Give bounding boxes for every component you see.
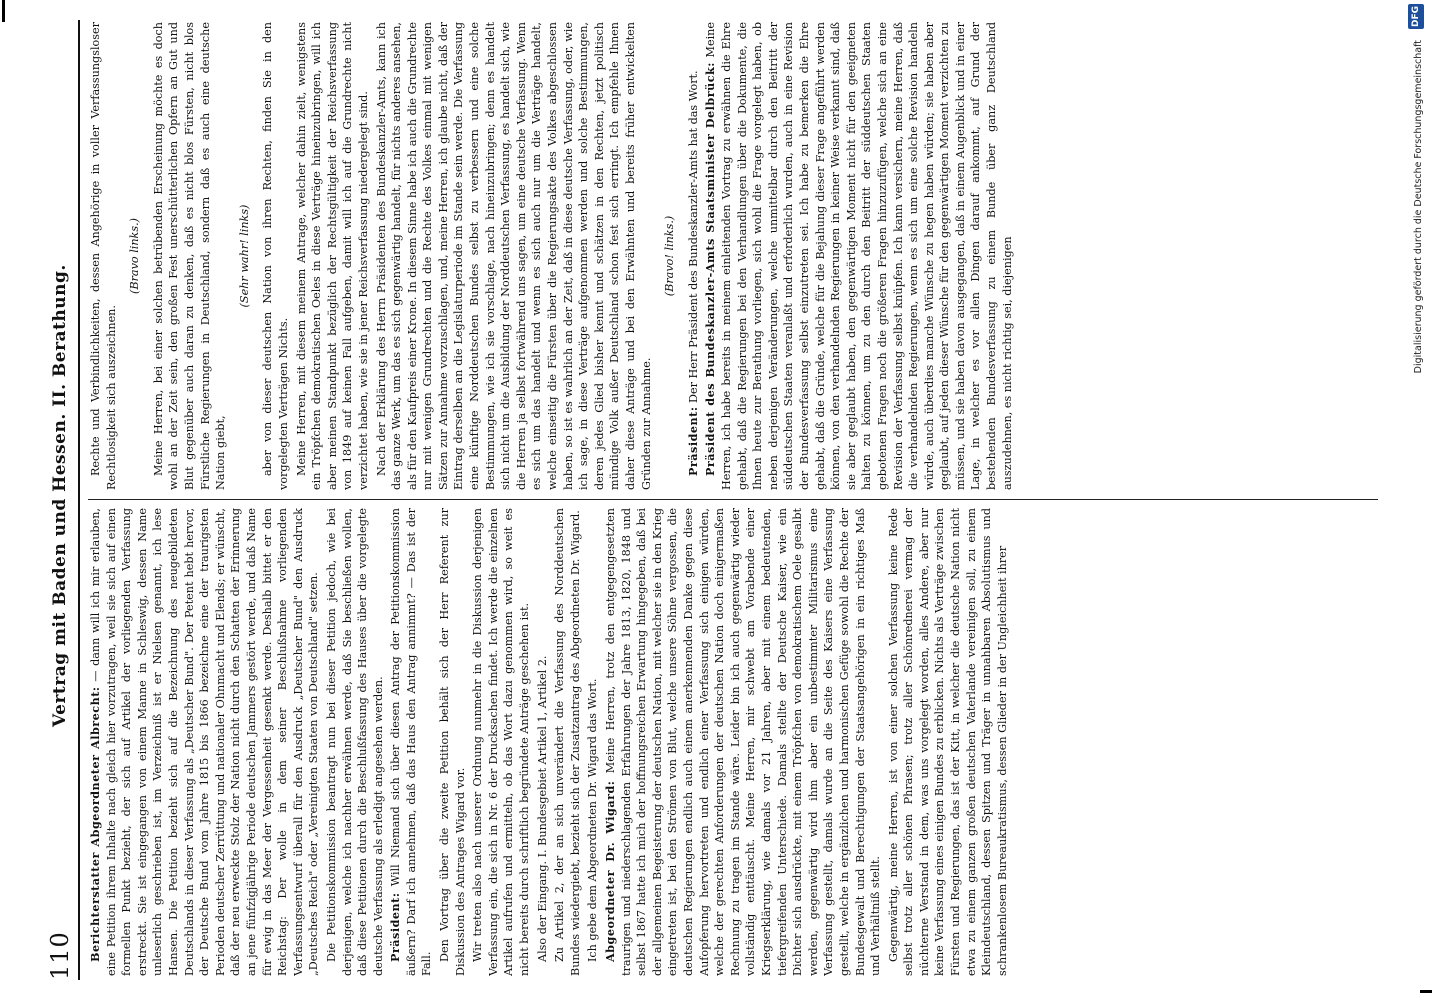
left-column	[88, 508, 1378, 976]
paragraph-text: Rechte und Verbindlichkeiten, dessen Angehörige in voller Verfassungsloser Rechtlosigkeit sich auszeichnen.	[89, 22, 118, 490]
paragraph	[585, 508, 601, 976]
paragraph	[686, 22, 702, 490]
paragraph-text: Also der Eingang. I. Bundesgebiet Artikel 1, Artikel 2.	[535, 655, 549, 962]
paragraph-text: Zu Artikel 2, der an sich unverändert die Verfassung des Norddeutschen Bundes wiedergiebt, bezieht sich der Zusatzantrag des Abgeordneten Dr. Wigard.	[553, 508, 582, 976]
interjection: (Bravo! links.)	[663, 215, 677, 297]
paragraph-text: Den Vortrag über die zweite Petition behält sich der Herr Referent zur Diskussion des Antrages Wigard vor.	[438, 508, 467, 976]
paragraph-text: Meine Herren, ich habe bereits in meinem einleitenden Vortrag zu erwähnen die Ehre gehabt, daß die Regierungen bei den Verhandlungen über die Dokumente, die Ihnen heute zur Berathung vorliegen, sich wohl die Frage vorgelegt haben, ob neben derjenigen Veränderungen, welche unmittelbar durch den Beitritt der süddeutschen Staaten veranlaßt und erforderlich wurden, auch in eine Revision der Bundesverfassung selbst einzutreten sei. Ich habe zu bemerken die Ehre gehabt, daß die Gründe, welche für die Bejahung dieser Frage angeführt werden können, von den verhandelnden Regierungen in keiner Weise verkannt sind, daß sie aber geglaubt haben, den gegenwärtigen Moment nicht für den geeigneten halten zu können, um zu den durch den Beitritt der süddeutschen Staaten gebotenen Fragen noch die größeren Fragen hinzuzufügen, welche sich an eine Revision der Verfassung selbst knüpfen. Ich kann versichern, meine Herren, daß die verhandelnden Regierungen, wenn es sich um eine solche Revision handeln würde, auch überdies manche Wünsche zu hegen haben würden; sie haben aber geglaubt, auf jeden dieser Wünsche für den gegenwärtigen Moment verzichten zu müssen, und sie haben davon ausgegangen, daß in einem Augenblick und in einer Lage, in welcher es vor allen Dingen darauf ankommt, auf Grund der bestehenden Bundesverfassung zu einem Bunde über ganz Deutschland auszudehnen, es nicht richtig sei, diejenigen	[704, 22, 1014, 490]
paragraph-text: — dann will ich mir erlauben, eine Petition ihrem Inhalte nach gleich hier vorzutragen, weil sie sich auf einen formellen Punkt bezieht, der sich auf Artikel der vorliegenden Verfassung erstreckt. Sie ist eingegangen von einem Manne in Schleswig, dessen Name unleserlich geschrieben ist, im Verzeichniß ist er Nielsen genannt, ich lese Hansen. Die Petition bezieht sich auf die Bezeichnung des neugebildeten Deutschlands in dieser Verfassung als „Deutscher Bund". Der Petent hebt hervor, der Deutsche Bund vom Jahre 1815 bis 1866 bezeichne eine der traurigsten Perioden deutscher Zerrüttung und nationaler Ohnmacht und Elends; er wünscht, daß der neu erweckte Stolz der Nation nicht durch den Schatten der Erinnerung an jene fünfzigjährige Periode deutschen Jammers gestört werde, und daß Name für ewig in das Meer der Vergessenheit gesenkt werde. Deshalb bittet er den Reichstag: Der wolle in dem seiner Beschlußnahme vorliegenden Verfassungsentwurf überall für den Ausdruck „Deutscher Bund" den Ausdruck „Deutsches Reich" oder „Vereinigten Staaten von Deutschland" setzen.	[89, 508, 321, 976]
paragraph	[324, 508, 386, 976]
paragraph	[703, 22, 1015, 490]
paragraph	[88, 508, 322, 976]
interjection: (Bravo links.)	[128, 217, 142, 295]
paragraph	[535, 508, 551, 976]
paragraph-text: Ich gebe dem Abgeordneten Dr. Wigard das Wort.	[586, 678, 600, 962]
paragraph-text: Der Herr Präsident des Bundeskanzler-Amts hat das Wort.	[686, 70, 700, 407]
paragraph	[88, 22, 119, 490]
paragraph	[151, 22, 229, 490]
running-title: Vertrag mit Baden und Hessen. II. Berathung.	[50, 264, 70, 727]
paragraph	[552, 508, 583, 976]
paragraph	[260, 22, 291, 490]
paragraph-text: Die Petitionskommission beantragt nun bei dieser Petition jedoch, wie bei derjenigen, welche ich nachher erwähnen werde, daß Sie beschließen wollen, daß diese Petitionen durch die Beschlußfassung des Hauses über die vorgelegte deutsche Verfassung als erledigt angesehen werden.	[324, 508, 385, 976]
paragraph	[603, 508, 884, 976]
interjection: (Sehr wahr! links)	[237, 204, 251, 308]
paragraph	[374, 22, 655, 490]
paragraph-text: Meine Herren, trotz den entgegengesetzten traurigen und niederschlagenden Erfahrungen der Jahre 1813, 1820, 1848 und selbst 1867 hatte ich mich der hoffnungsreichen Erwartung hingegeben, daß bei der allgemeinen Begeisterung der deutschen Nation, mit welcher sie in den Krieg eingetreten ist, bei den Strömen von Blut, welche unsere Söhne vergossen, die deutschen Regierungen endlich auch einem anerkennenden Danke gegen diese Aufopferung hervortreten und endlich einer Verfassung sich einigen würden, welche der gerechten Anforderungen der deutschen Nation doch einigermaßen Rechnung zu tragen im Stande wäre. Leider bin ich auch gegenwärtig wieder vollständig enttäuscht. Meine Herren, mir schwebt am Vorabende einer Kriegserklärung, wie damals vor 21 Jahren, aber mit einem bedeutenden, tiefergreifenden Unterschiede. Damals stellte der Deutsche Kaiser, wie ein Dichter sich ausdrückte, mit einem Tröpfchen von demokratischem Oele gesalbt werden, gegenwärtig wird ihm aber ein unbestimmter Militarismus eine Verfassung gestellt, damals wurde an die Seite des Kaisers eine Verfassung gestellt, welche in ergänzlichen und harmonischen Gefüge sowohl die Rechte der Bundesgewalt und Berechtigungen der Staatsangehörigen in ein richtiges Maß und Verhältniß stellt.	[604, 508, 883, 976]
paragraph	[388, 508, 435, 976]
page-number: 110	[46, 931, 74, 980]
digitization-credit	[1404, 0, 1426, 1000]
paragraph	[470, 508, 532, 976]
right-column	[88, 22, 1378, 490]
scan-mark	[1420, 990, 1432, 993]
page-header	[42, 20, 80, 980]
paragraph-text: Gegenwärtig, meine Herren, ist von einer solchen Verfassung keine Rede selbst trotz aller schönen Phrasen; trotz aller Schönrednerei vermag der nüchterne Verstand in dem, was uns vorgelegt worden, alles Andere, aber nur keine Verfassung eines einigen Bundes zu erblicken. Nichts als Verträge zwischen Fürsten und Regierungen, das ist der Kitt, in welcher die deutsche Nation nicht etwa zu einem ganzen großen deutschen Vaterlande vereinigen soll, zu einem Kleindeutschland, dessen Spitzen und Träger in unnahbaren Absolutismus und schrankenlosem Bureaukratismus, dessen Glieder in der Ungleichheit ihrer	[886, 508, 1009, 976]
speaker-name: Präsident:	[685, 406, 700, 476]
paragraph	[437, 508, 468, 976]
paragraph-text: Wir treten also nach unserer Ordnung nunmehr in die Diskussion derjenigen Verfassung ein, die sich in Nr. 6 der Drucksachen findet. Ich werde die einzelnen Artikel aufrufen und ermitteln, ob das Wort dazu genommen wird, so weit es nicht bereits durch schriftlich begründete Anträge geschehen ist.	[471, 508, 532, 976]
paragraph-text: Meine Herren, mit diesem meinem Antrage, welcher dahin zielt, wenigstens ein Tröpfchen demokratischen Oeles in diese Verträge hineinzubringen, will ich aber meinen Standpunkt bezüglich der Rechtsgültigkeit der Reichsverfassung von 1849 auf keinen Fall aufgeben, damit will ich auf die Grundrechte nicht verzichtet haben, wie sie in jener Reichsverfassung niedergelegt sind.	[294, 22, 370, 490]
paragraph-text: Nach der Erklärung des Herrn Präsidenten des Bundeskanzler-Amts, kann ich das ganze Werk, um das es sich gegenwärtig handelt, für nichts anderes ansehen, als für den Kaufpreis einer Krone. In diesem Sinne habe ich auch die Grundrechte nur mit wenigen Grundrechten und die Rechte des Volkes einmal mit wenigen Sätzen zur Annahme vorzuschlagen, und, meine Herren, ich glaube nicht, daß der Eintrag derselben an die Legislaturperiode im Stande sein werde. Die Verfassung eine künftige Norddeutschen Bundes selbst zu verbessern und eine solche Bestimmungen, wie ich sie vorschlage, nach hineinzubringen; denn es handelt sich nicht um die Ausbildung der Norddeutschen Verfassung, es handelt sich, wie die Herren ja selbst fortwährend uns sagen, um eine deutsche Verfassung. Wenn es sich um das handelt und wenn es sich auch nur um die Verträge handelt, welche einseitig die Fürsten über die Regierungsakte des Volkes abgeschlossen haben, so ist es wahrlich an der Zeit, daß in diese deutsche Verfassung, oder, wie ich sage, in diese Verträge aufgenommen werden und solche Bestimmungen, deren jedes Glied bisher kennt und schätzen in den Rechten, jetzt politisch mündige Volk außer Deutschland schon fest sich erringt. Ich empfehle Ihnen daher diese Anträge und bei den Erwähnten und bereits früher entwickelten Gründen zur Annahme.	[374, 22, 653, 490]
paragraph-text: Meine Herren, bei einer solchen betrübenden Erscheinung möchte es doch wohl an der Zeit sein, den großen Fest unerschütterlichen Opfern an Gut und Blut gegenüber auch daran zu denken, daß es nicht blos Fürsten, nicht blos Fürstliche Regierungen in Deutschland, sondern daß es auch eine deutsche Nation giebt,	[151, 22, 228, 490]
speaker-name: Berichterstatter Abgeordneter Albrecht:	[88, 686, 102, 962]
credit-text: Digitalisierung gefördert durch die Deutsche Forschungsgemeinschaft	[1413, 40, 1424, 374]
paragraph-text: aber von dieser deutschen Nation von ihren Rechten, finden Sie in den vorgelegten Verträgen Nichts.	[261, 22, 290, 490]
paragraph	[294, 22, 372, 490]
dfg-logo: DFG	[1408, 4, 1424, 29]
column-divider	[88, 499, 1378, 500]
paragraph-text: Will Niemand sich über diesen Antrag der Petitionskommission äußern? Darf ich annehmen, daß das Haus den Antrag annimmt? — Das ist der Fall.	[389, 508, 434, 976]
speaker-name: Präsident des Bundeskanzler-Amts Staatsminister Delbrück:	[703, 62, 718, 476]
speaker-name: Abgeordneter Dr. Wigard:	[603, 780, 617, 962]
scan-mark	[2, 0, 5, 22]
speaker-name: Präsident:	[388, 892, 403, 962]
paragraph	[886, 508, 1011, 976]
